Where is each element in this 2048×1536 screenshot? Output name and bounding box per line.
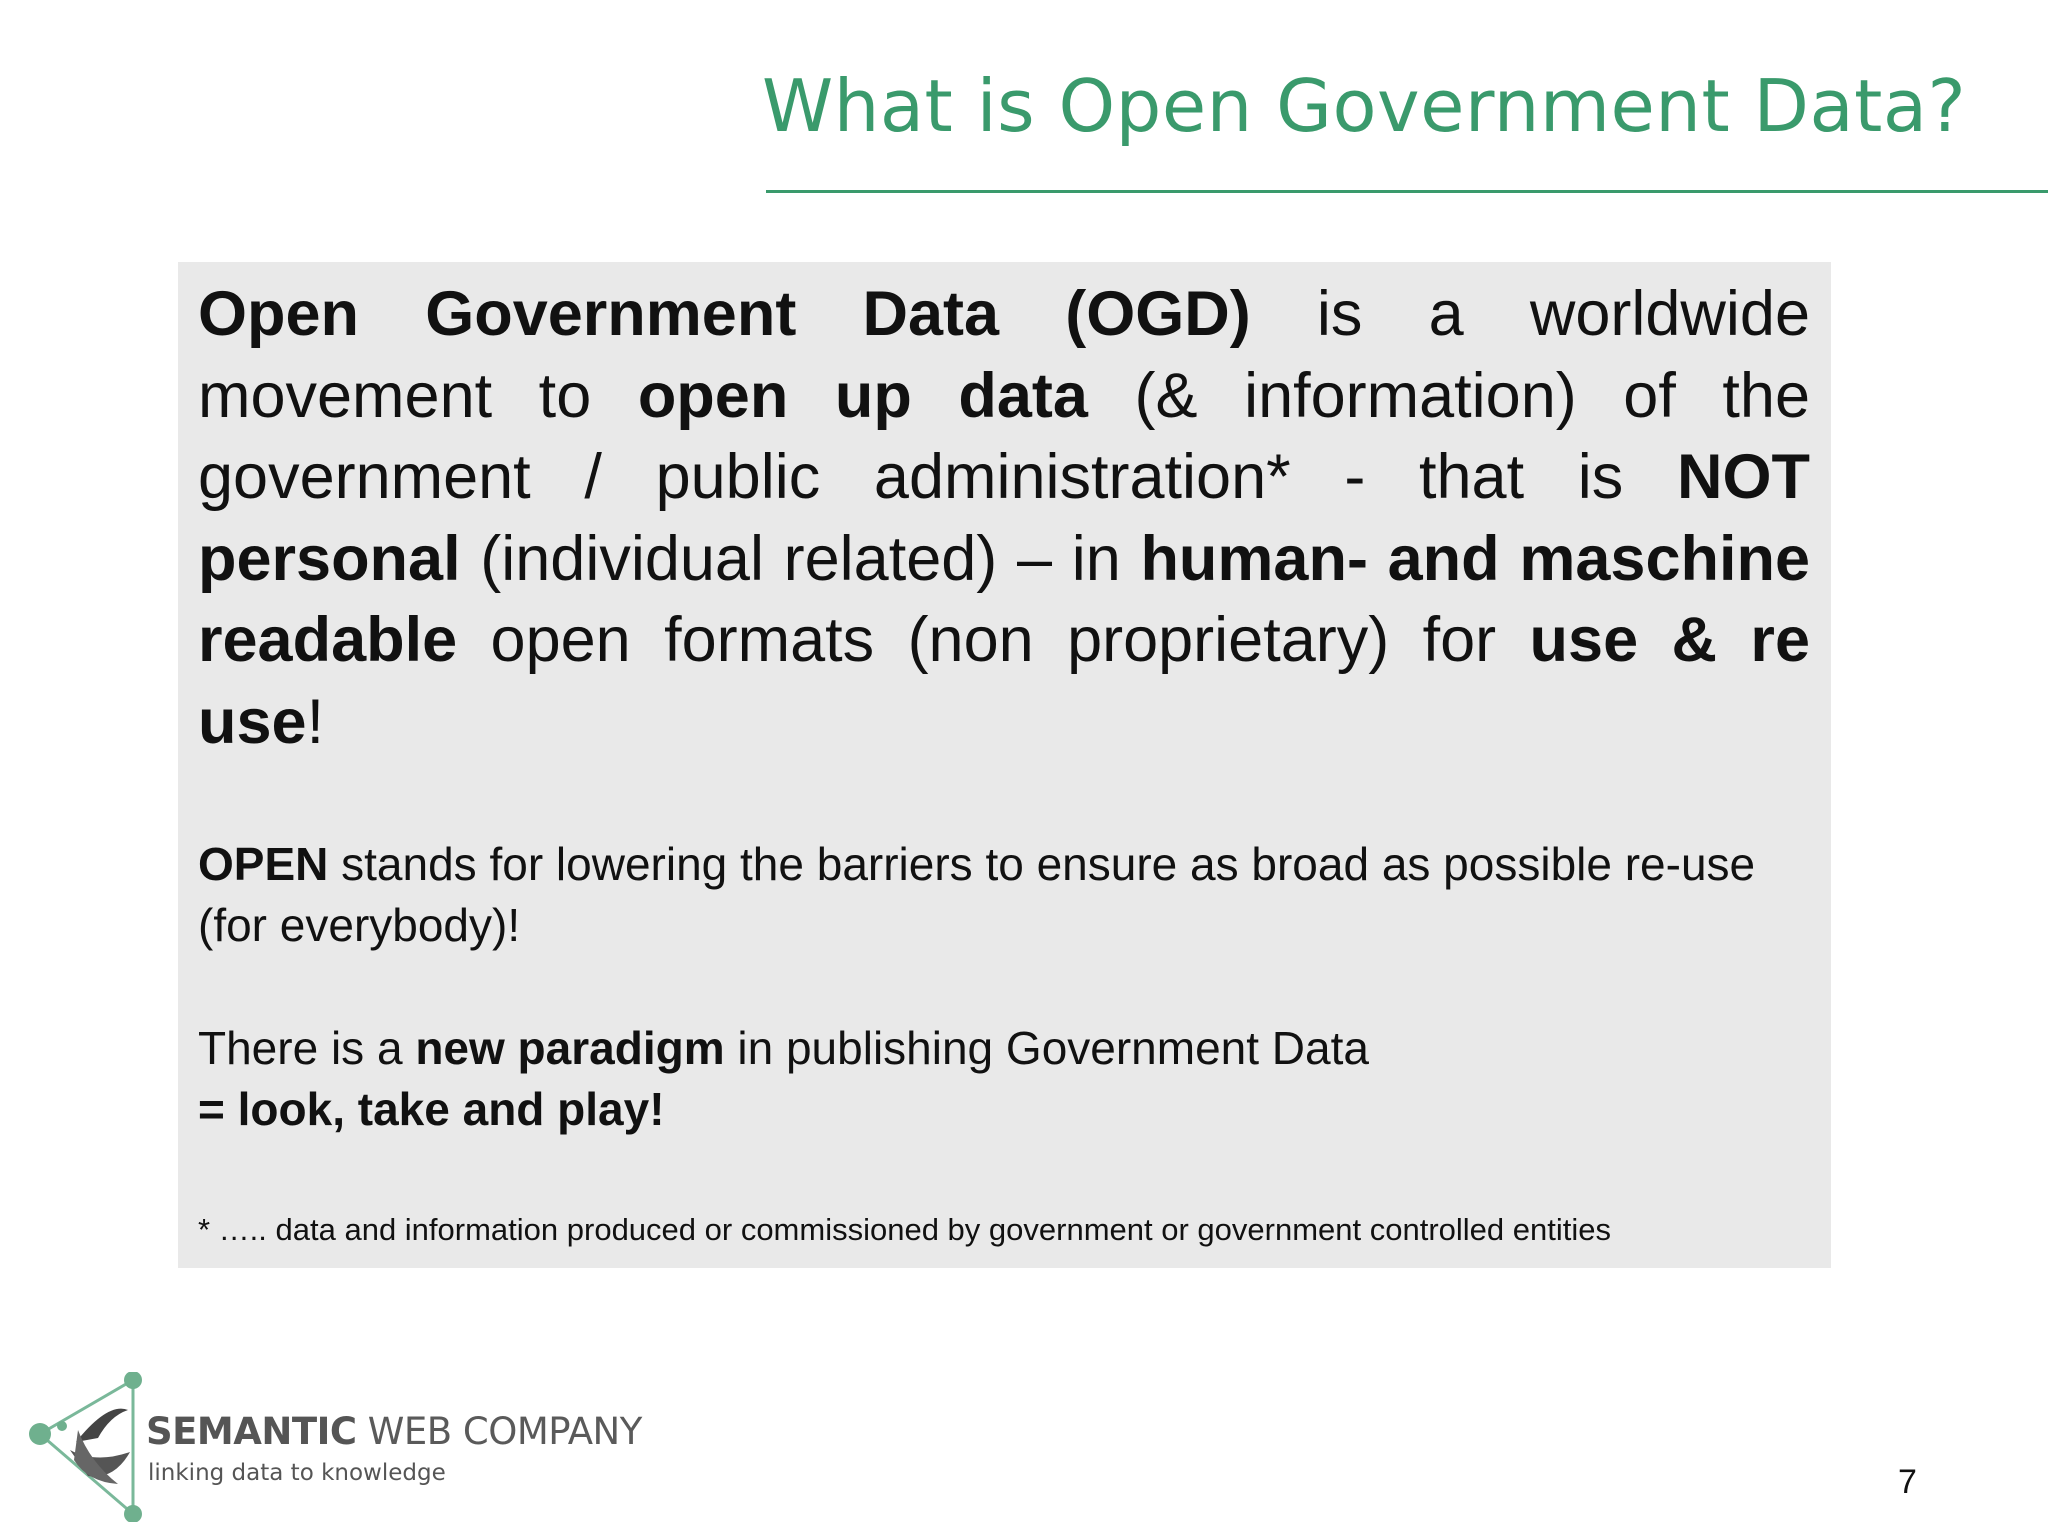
- definition-text-3: (individual related) – in: [460, 523, 1141, 594]
- open-paragraph: [198, 834, 1818, 956]
- open-up-data-emphasis: open up data: [637, 360, 1088, 431]
- definition-text-5: !: [306, 686, 325, 757]
- semantic-web-company-logo-icon: [18, 1372, 158, 1522]
- definition-paragraph: [198, 274, 1810, 763]
- paradigm-text-1: There is a: [198, 1022, 416, 1074]
- company-name-regular: WEB COMPANY: [356, 1410, 642, 1453]
- company-name: [146, 1410, 642, 1454]
- open-text: stands for lowering the barriers to ensure as broad as possible re-use (for everybody)!: [198, 838, 1756, 951]
- definition-text-2: (& information) of the government / public administration* - that is: [198, 360, 1810, 512]
- ogd-term: Open Government Data (OGD): [198, 279, 1251, 349]
- new-paradigm-emphasis: new paradigm: [415, 1022, 725, 1074]
- slide-title: What is Open Government Data?: [762, 64, 1967, 148]
- definition-text-4: open formats (non proprietary) for: [457, 605, 1530, 675]
- paradigm-text-2: in publishing Government Data: [724, 1022, 1369, 1074]
- look-take-play-emphasis: = look, take and play!: [198, 1083, 665, 1135]
- company-logo: [18, 1372, 642, 1522]
- use-reuse-emphasis: use & re use: [198, 605, 1810, 757]
- readable-emphasis: human- and maschine readable: [198, 523, 1810, 675]
- not-personal-emphasis: NOT personal: [198, 442, 1810, 594]
- company-tagline: linking data to knowledge: [148, 1460, 446, 1486]
- page-number: 7: [1898, 1463, 1917, 1501]
- definition-text-1: is a worldwide movement to: [198, 279, 1810, 431]
- paradigm-paragraph: [198, 1018, 1818, 1140]
- title-underline: [766, 190, 2048, 193]
- footnote: * ….. data and information produced or commissioned by government or government controlled entities: [198, 1212, 1611, 1247]
- company-name-bold: SEMANTIC: [146, 1410, 357, 1453]
- open-term: OPEN: [198, 838, 329, 890]
